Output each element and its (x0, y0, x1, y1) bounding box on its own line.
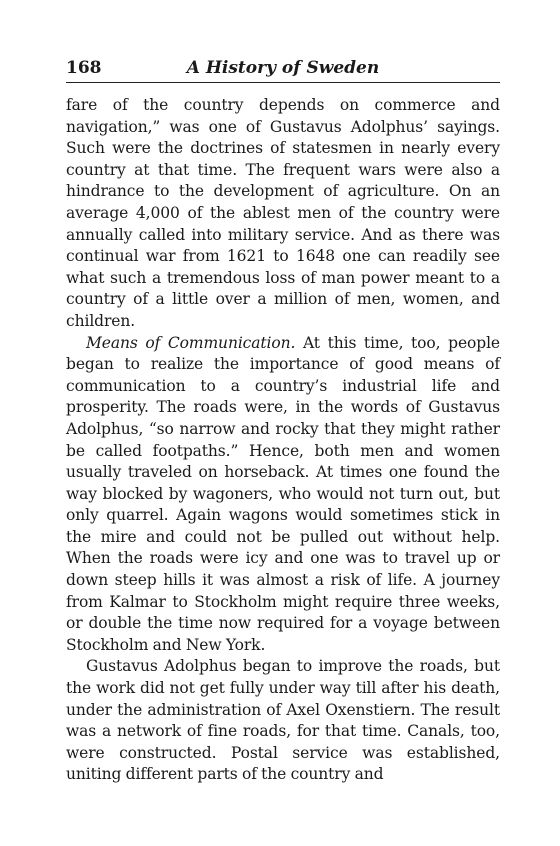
paragraph-1: fare of the country depends on commerce and navigation,” was one of Gustavus Adolphus’ sayings. Such were the doctrines of statesmen in nearly every country at that time. The frequent wars were also a hindrance to the development of agriculture. On an average 4,000 of the ablest men of the country were annually called into military service. And as there was continual war from 1621 to 1648 one can readily see what such a tremendous loss of man power meant to a country of a little over a million of men, women, and children. (66, 96, 500, 330)
body-text (66, 95, 500, 786)
running-title: A History of Sweden (186, 58, 380, 78)
section-heading-means-of-communication: Means of Communication. (86, 333, 296, 352)
page-header (66, 56, 500, 80)
paragraph-2-text: At this time, too, people began to realize the importance of good means of communication to a country’s industrial life and prosperity. The roads were, in the words of Gustavus Adolphus, “so narrow and rocky that they might rather be called footpaths.” Hence, both men and women usually traveled on horseback. At times one found the way blocked by wagoners, who would not turn out, but only quarrel. Again wagons would sometimes stick in the mire and could not be pulled out without help. When the roads were icy and one was to travel up or down steep hills it was almost a risk of life. A journey from Kalmar to Stockholm might require three weeks, or double the time now required for a voyage between Stockholm and New York. (66, 333, 500, 654)
page-number: 168 (66, 58, 102, 78)
paragraph-3: Gustavus Adolphus began to improve the roads, but the work did not get fully under way till after his death, under the administration of Axel Oxenstiern. The result was a network of fine roads, for that time. Canals, too, were constructed. Postal service was established, uniting different parts of the country and (66, 657, 500, 784)
header-rule (66, 82, 500, 83)
book-page (66, 56, 500, 786)
paragraph-2 (66, 333, 500, 657)
